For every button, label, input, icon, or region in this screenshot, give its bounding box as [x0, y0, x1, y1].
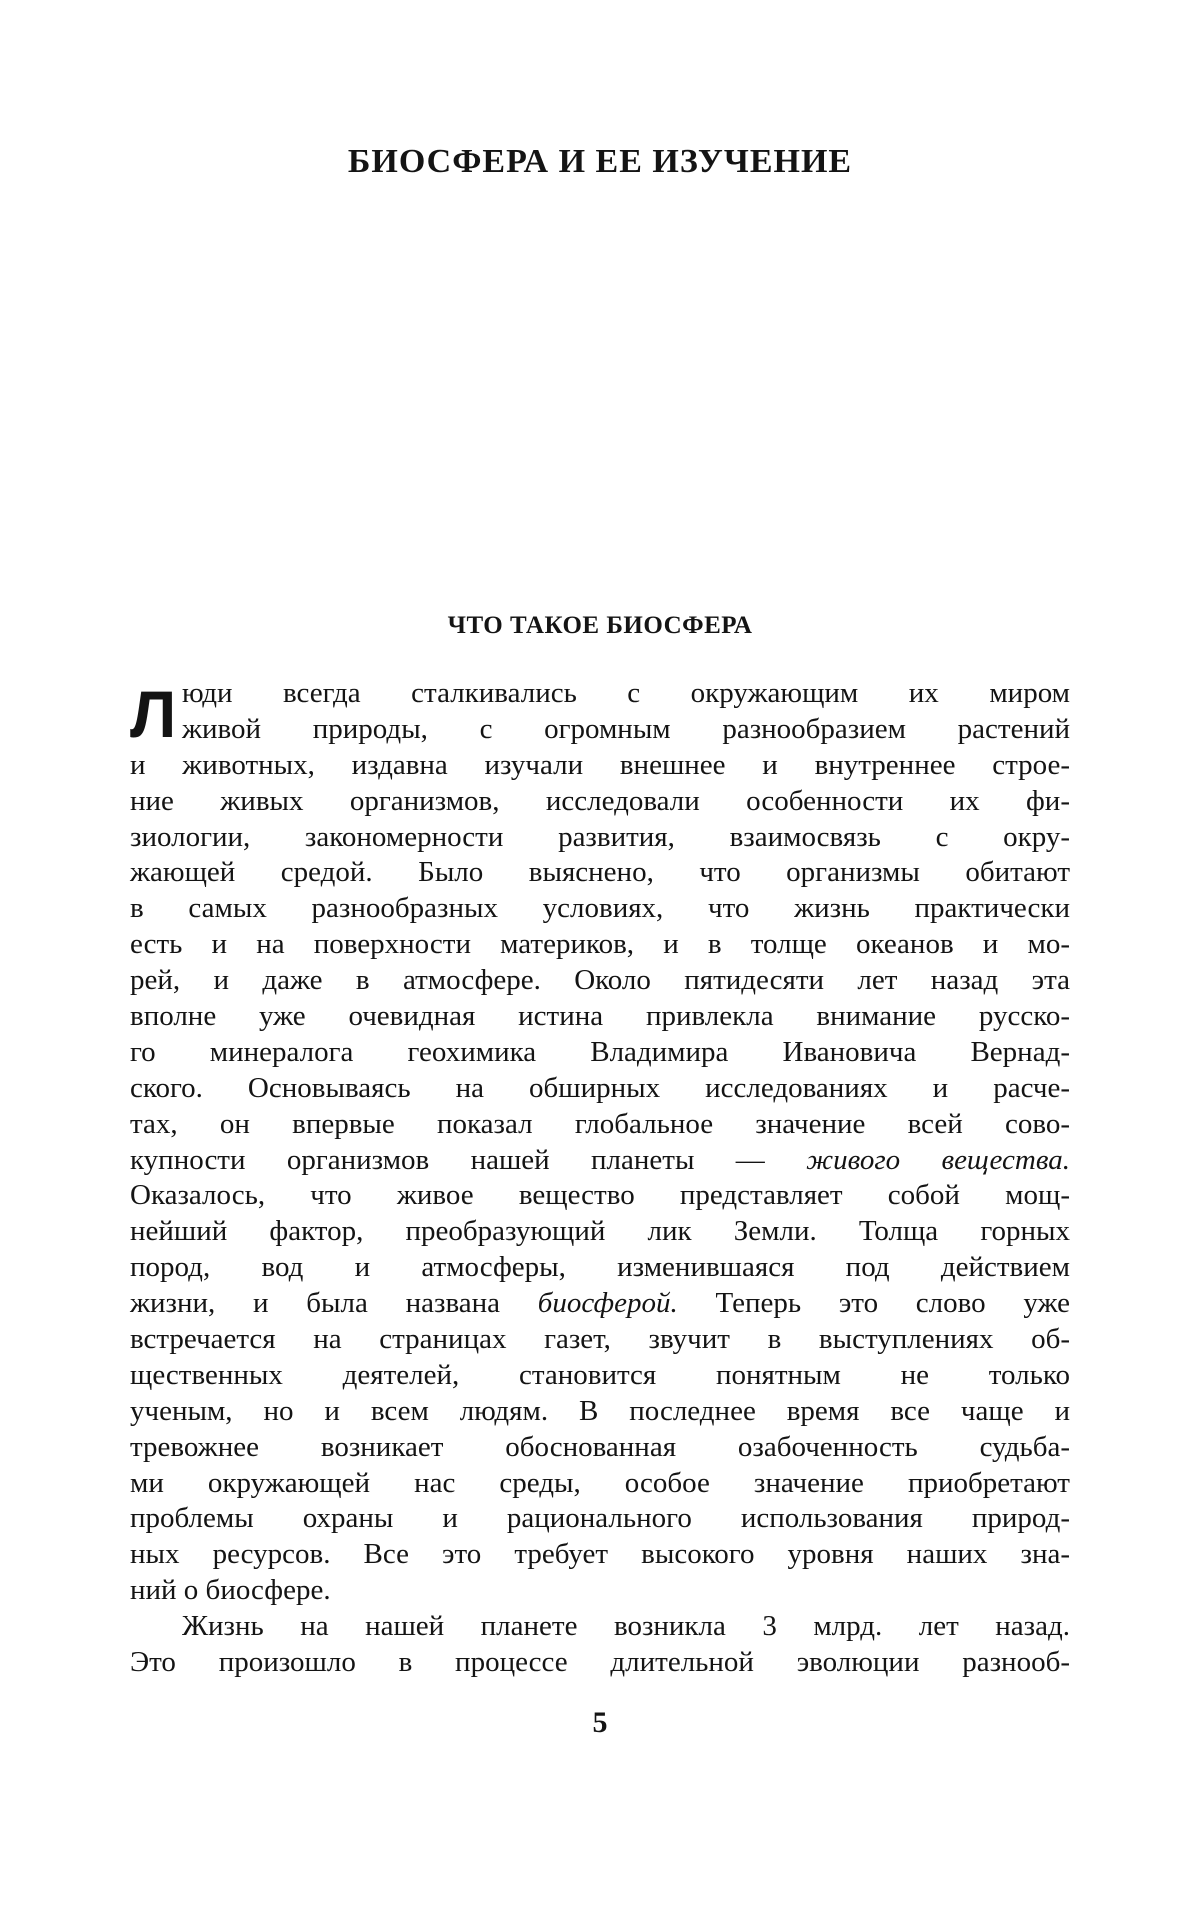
text-line: ний о биосфере. [130, 1573, 1070, 1609]
text-segment: купности организмов нашей планеты — [130, 1144, 765, 1176]
text-line: щественных деятелей, становится понятным не только [130, 1358, 1070, 1394]
book-page [0, 0, 1200, 1906]
text-line: ученым, но и всем людям. В последнее время все чаще и [130, 1394, 1070, 1430]
chapter-title: БИОСФЕРА И ЕЕ ИЗУЧЕНИЕ [0, 143, 1200, 181]
italic-term: живого вещества. [806, 1144, 1070, 1176]
section-title: ЧТО ТАКОЕ БИОСФЕРА [0, 612, 1200, 640]
text-line: встречается на страницах газет, звучит в выступлениях об- [130, 1322, 1070, 1358]
text-line: пород, вод и атмосферы, изменившаяся под действием [130, 1250, 1070, 1286]
text-line: го минералога геохимика Владимира Ивановича Вернад- [130, 1035, 1070, 1071]
text-line: жающей средой. Было выяснено, что организмы обитают [130, 855, 1070, 891]
text-segment: Теперь это слово уже [716, 1287, 1071, 1319]
text-line-with-term [130, 1286, 1070, 1322]
text-line: есть и на поверхности материков, и в толще океанов и мо- [130, 927, 1070, 963]
text-line: зиологии, закономерности развития, взаимосвязь с окру- [130, 820, 1070, 856]
text-line: тах, он впервые показал глобальное значение всей сово- [130, 1107, 1070, 1143]
text-line: Это произошло в процессе длительной эволюции разнооб- [130, 1645, 1070, 1681]
text-line: ных ресурсов. Все это требует высокого уровня наших зна- [130, 1537, 1070, 1573]
text-line: ми окружающей нас среды, особое значение приобретают [130, 1466, 1070, 1502]
text-line: вполне уже очевидная истина привлекла внимание русско- [130, 999, 1070, 1035]
page-number: 5 [0, 1706, 1200, 1740]
text-line: проблемы охраны и рационального использования природ- [130, 1501, 1070, 1537]
italic-term: биосферой. [538, 1287, 678, 1319]
text-line: ние живых организмов, исследовали особенности их фи- [130, 784, 1070, 820]
text-line: ского. Основываясь на обширных исследованиях и расче- [130, 1071, 1070, 1107]
text-line: юди всегда сталкивались с окружающим их миром [130, 676, 1070, 712]
drop-cap: Л [130, 681, 176, 747]
text-line: Жизнь на нашей планете возникла 3 млрд. лет назад. [130, 1609, 1070, 1645]
text-line: рей, и даже в атмосфере. Около пятидесяти лет назад эта [130, 963, 1070, 999]
text-line: нейший фактор, преобразующий лик Земли. Толща горных [130, 1214, 1070, 1250]
body-text [130, 676, 1070, 1681]
text-line: и животных, издавна изучали внешнее и внутреннее строе- [130, 748, 1070, 784]
text-line: в самых разнообразных условиях, что жизнь практически [130, 891, 1070, 927]
text-line-with-term [130, 1143, 1070, 1179]
text-line: Оказалось, что живое вещество представляет собой мощ- [130, 1178, 1070, 1214]
text-line: тревожнее возникает обоснованная озабоченность судьба- [130, 1430, 1070, 1466]
text-line: живой природы, с огромным разнообразием растений [130, 712, 1070, 748]
text-segment: жизни, и была названа [130, 1287, 500, 1319]
